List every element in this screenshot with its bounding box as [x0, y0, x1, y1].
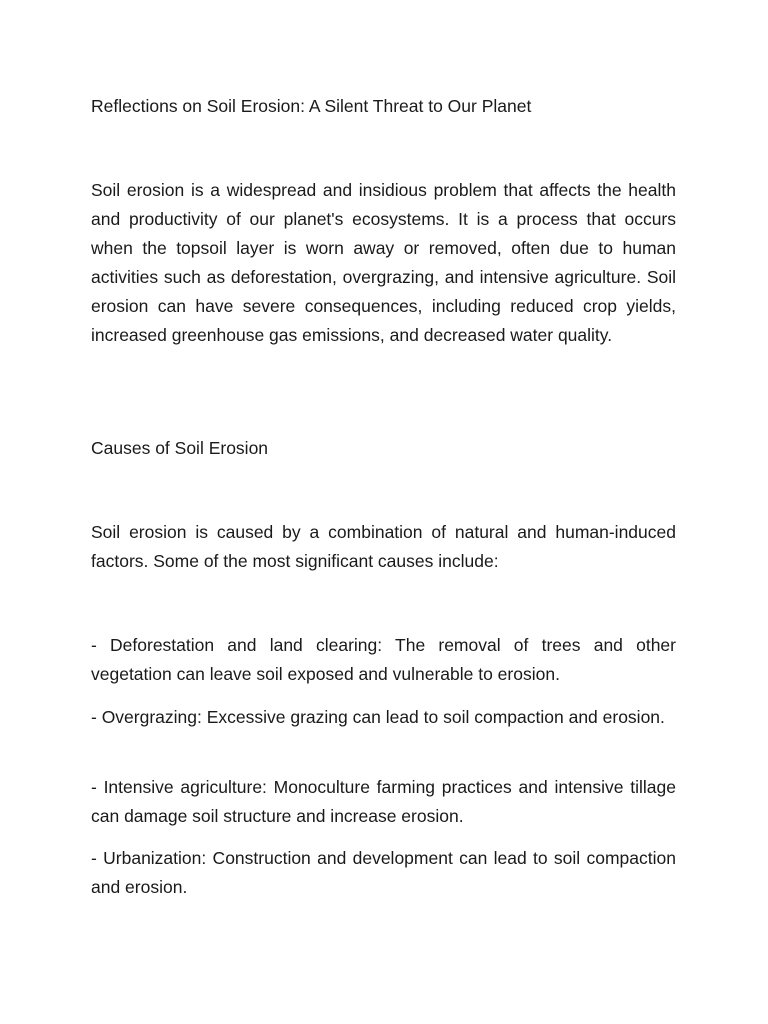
cause-list-item: - Urbanization: Construction and development can lead to soil compaction and erosion. [91, 848, 676, 897]
cause-list-item: - Overgrazing: Excessive grazing can lead to soil compaction and erosion. [91, 707, 665, 727]
document-title: Reflections on Soil Erosion: A Silent Threat to Our Planet [91, 96, 532, 116]
causes-intro-paragraph: Soil erosion is caused by a combination of natural and human-induced factors. Some of the most significant causes include: [91, 522, 676, 571]
cause-list-item: - Intensive agriculture: Monoculture farming practices and intensive tillage can damage soil structure and increase erosion. [91, 777, 676, 826]
section-heading: Causes of Soil Erosion [91, 438, 269, 458]
intro-paragraph: Soil erosion is a widespread and insidious problem that affects the health and productivity of our planet's ecosystems. It is a process that occurs when the topsoil layer is worn away or removed, often due to human activities such as deforestation, overgrazing, and intensive agriculture. Soil erosion can have severe consequences, including reduced crop yields, increased greenhouse gas emissions, and decreased water quality. [91, 180, 676, 345]
cause-list-item: - Deforestation and land clearing: The removal of trees and other vegetation can leave soil exposed and vulnerable to erosion. [91, 635, 676, 684]
